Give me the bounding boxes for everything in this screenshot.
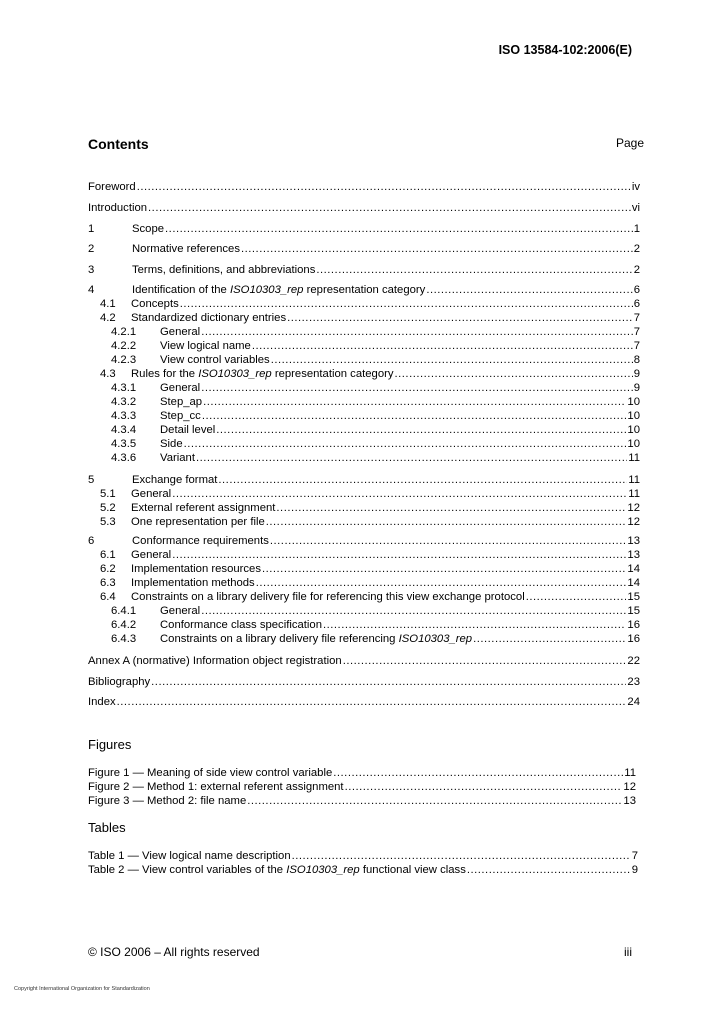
toc-entry[interactable] <box>88 367 640 381</box>
toc-entry-number: 4.3.6 <box>111 452 137 464</box>
dot-leader <box>218 473 627 487</box>
toc-entry-page: 13 <box>623 795 636 807</box>
toc-entry[interactable] <box>88 604 640 618</box>
toc-entry-title: Normative references <box>132 243 240 255</box>
dot-leader <box>201 604 626 618</box>
title-italic-text: ISO10303_rep <box>198 368 272 380</box>
toc-entry-page: 12 <box>627 516 640 528</box>
toc-entry-title: Figure 2 — Method 1: external referent assignment <box>88 781 344 793</box>
tables-heading: Tables <box>88 820 126 835</box>
toc-entry[interactable] <box>88 632 640 646</box>
toc-entry-page: 12 <box>627 502 640 514</box>
toc-entry-title: Terms, definitions, and abbreviations <box>132 264 316 276</box>
toc-entry[interactable] <box>88 780 636 794</box>
toc-entry-number: 4.2.3 <box>111 354 137 366</box>
toc-entry[interactable] <box>88 849 638 863</box>
dot-leader <box>345 780 623 794</box>
toc-entry[interactable] <box>88 487 640 501</box>
toc-entry-page: 2 <box>633 243 640 255</box>
dot-leader <box>256 576 627 590</box>
dot-leader <box>292 849 631 863</box>
toc-entry-page: 7 <box>633 312 640 324</box>
toc-entry-number: 6.2 <box>100 563 116 575</box>
title-text-suffix: representation category <box>271 368 394 380</box>
toc-entry[interactable] <box>88 263 640 277</box>
dot-leader <box>137 180 631 194</box>
title-text-suffix: functional view class <box>359 864 466 876</box>
toc-entry[interactable] <box>88 618 640 632</box>
toc-entry-title <box>160 632 472 646</box>
toc-entry-number: 4.3.4 <box>111 424 137 436</box>
toc-entry-title: One representation per file <box>131 516 265 528</box>
toc-entry-page: 12 <box>623 781 636 793</box>
toc-entry-page: 9 <box>633 382 640 394</box>
toc-entry[interactable] <box>88 863 638 877</box>
toc-entry-title <box>88 849 291 863</box>
toc-entry-number: 6.4.2 <box>111 619 137 631</box>
dot-leader <box>270 534 627 548</box>
dot-leader <box>172 548 626 562</box>
title-text: Table 1 — View logical name description <box>88 850 291 862</box>
toc-entry-title: Index <box>88 696 116 708</box>
toc-entry-title: Conformance requirements <box>132 535 269 547</box>
dot-leader <box>172 487 627 501</box>
toc-entry-number: 4.3 <box>100 368 116 380</box>
toc-entry-title: Scope <box>132 223 165 235</box>
title-text-suffix: representation category <box>303 284 426 296</box>
toc-entry[interactable] <box>88 654 640 668</box>
toc-entry-title: Side <box>160 438 183 450</box>
title-text: Table 2 — View control variables of the <box>88 864 287 876</box>
toc-entry[interactable] <box>88 451 640 465</box>
dot-leader <box>426 283 632 297</box>
toc-entry-page: 7 <box>633 340 640 352</box>
title-text: Constraints on a library delivery file referencing <box>160 633 399 645</box>
toc-entry-number: 4.2.1 <box>111 326 137 338</box>
toc-entry[interactable] <box>88 409 640 423</box>
toc-entry-title: Conformance class specification <box>160 619 322 631</box>
toc-entry-page: iv <box>631 181 640 193</box>
toc-entry-page: 15 <box>627 605 640 617</box>
license-notice: Copyright International Organization for Standardization <box>14 986 150 992</box>
toc-entry[interactable] <box>88 297 640 311</box>
toc-entry-title: General <box>131 488 172 500</box>
toc-entry-title: General <box>131 549 172 561</box>
toc-entry-page: 10 <box>627 438 640 450</box>
toc-entry-number: 1 <box>88 223 95 235</box>
footer-page-number: iii <box>624 945 632 959</box>
dot-leader <box>216 423 626 437</box>
toc-entry[interactable] <box>88 381 640 395</box>
title-italic-text: ISO10303_rep <box>229 284 304 296</box>
toc-entry-page: 13 <box>627 535 640 547</box>
toc-entry-number: 5.2 <box>100 502 116 514</box>
toc-entry-page: 16 <box>627 633 640 645</box>
toc-entry-title: General <box>160 326 201 338</box>
dot-leader <box>165 222 633 236</box>
toc-entry[interactable] <box>88 395 640 409</box>
dot-leader <box>203 395 626 409</box>
toc-entry-page: 16 <box>627 619 640 631</box>
toc-entry[interactable] <box>88 437 640 451</box>
toc-entry-title: Constraints on a library delivery file for referencing this view exchange protocol <box>131 591 525 603</box>
title-text: Identification of the <box>132 284 230 296</box>
dot-leader <box>148 201 631 215</box>
dot-leader <box>271 353 633 367</box>
toc-entry-number: 4 <box>88 284 95 296</box>
toc-entry-title: Variant <box>160 452 195 464</box>
title-italic-text: ISO10303_rep <box>398 633 473 645</box>
toc-entry-title: Figure 1 — Meaning of side view control variable <box>88 767 333 779</box>
toc-entry-number: 6.4.3 <box>111 633 137 645</box>
toc-entry-number: 4.3.3 <box>111 410 137 422</box>
dot-leader <box>526 590 627 604</box>
toc-entry-page: 2 <box>633 264 640 276</box>
toc-entry[interactable] <box>88 766 636 780</box>
footer-copyright: © ISO 2006 – All rights reserved <box>88 945 260 959</box>
toc-entry-title: Step_cc <box>160 410 201 422</box>
toc-entry-title: Exchange format <box>132 474 218 486</box>
toc-entry-title: Figure 3 — Method 2: file name <box>88 795 247 807</box>
toc-entry[interactable] <box>88 675 640 689</box>
toc-entry-title <box>132 283 425 297</box>
toc-entry[interactable] <box>88 576 640 590</box>
toc-entry-number: 6.4 <box>100 591 116 603</box>
dot-leader <box>151 675 626 689</box>
toc-entry-page: 11 <box>624 767 636 779</box>
figures-heading: Figures <box>88 737 132 752</box>
toc-entry-title: Detail level <box>160 424 216 436</box>
toc-entry-page: 10 <box>627 396 640 408</box>
toc-entry[interactable] <box>88 353 640 367</box>
dot-leader <box>196 451 627 465</box>
toc-entry-number: 6.4.1 <box>111 605 137 617</box>
toc-entry[interactable] <box>88 534 640 548</box>
toc-entry-title: Annex A (normative) Information object registration <box>88 655 342 667</box>
toc-entry-title <box>88 863 466 877</box>
contents-title: Contents <box>88 136 149 152</box>
toc-entry-number: 6.3 <box>100 577 116 589</box>
toc-entry-page: 9 <box>633 368 640 380</box>
dot-leader <box>473 632 626 646</box>
toc-entry-number: 4.2 <box>100 312 116 324</box>
toc-entry-title: Concepts <box>131 298 179 310</box>
toc-entry-title: View control variables <box>160 354 270 366</box>
toc-entry-title: General <box>160 382 201 394</box>
toc-entry-number: 4.3.2 <box>111 396 137 408</box>
dot-leader <box>201 381 633 395</box>
toc-entry-page: 10 <box>627 424 640 436</box>
toc-entry-page: vi <box>631 202 640 214</box>
toc-entry-number: 2 <box>88 243 95 255</box>
toc-entry-title: Foreword <box>88 181 136 193</box>
toc-entry-page: 6 <box>633 284 640 296</box>
toc-entry-page: 11 <box>628 452 640 464</box>
toc-entry-title: Standardized dictionary entries <box>131 312 287 324</box>
dot-leader <box>316 263 632 277</box>
dot-leader <box>201 325 633 339</box>
toc-entry-title: Bibliography <box>88 676 151 688</box>
toc-entry-page: 11 <box>628 474 640 486</box>
dot-leader <box>202 409 627 423</box>
dot-leader <box>184 437 627 451</box>
title-italic-text: ISO10303_rep <box>286 864 360 876</box>
toc-entry[interactable] <box>88 794 636 808</box>
dot-leader <box>323 618 626 632</box>
toc-entry[interactable] <box>88 339 640 353</box>
toc-entry-title: Introduction <box>88 202 148 214</box>
toc-entry-title: Implementation resources <box>131 563 261 575</box>
toc-entry-page: 10 <box>627 410 640 422</box>
toc-entry-page: 14 <box>627 577 640 589</box>
toc-entry-page: 1 <box>633 223 640 235</box>
toc-entry[interactable] <box>88 590 640 604</box>
toc-entry-page: 8 <box>633 354 640 366</box>
toc-entry-number: 5.1 <box>100 488 116 500</box>
toc-entry[interactable] <box>88 548 640 562</box>
toc-entry[interactable] <box>88 311 640 325</box>
dot-leader <box>252 339 633 353</box>
toc-entry-number: 6 <box>88 535 95 547</box>
toc-entry[interactable] <box>88 325 640 339</box>
toc-entry-number: 5 <box>88 474 95 486</box>
dot-leader <box>333 766 623 780</box>
toc-entry-page: 11 <box>628 488 640 500</box>
toc-entry-number: 4.3.1 <box>111 382 137 394</box>
dot-leader <box>247 794 622 808</box>
dot-leader <box>180 297 633 311</box>
dot-leader <box>262 562 626 576</box>
toc-entry-title: Implementation methods <box>131 577 255 589</box>
toc-entry[interactable] <box>88 515 640 529</box>
toc-entry-page: 13 <box>627 549 640 561</box>
toc-entry-title: Step_ap <box>160 396 203 408</box>
toc-entry-number: 4.1 <box>100 298 116 310</box>
toc-entry[interactable] <box>88 695 640 709</box>
toc-entry[interactable] <box>88 283 640 297</box>
dot-leader <box>276 501 626 515</box>
toc-entry-number: 3 <box>88 264 95 276</box>
toc-entry-title: External referent assignment <box>131 502 276 514</box>
toc-entry-page: 24 <box>627 696 640 708</box>
toc-entry-page: 22 <box>627 655 640 667</box>
dot-leader <box>467 863 631 877</box>
dot-leader <box>343 654 627 668</box>
toc-entry-title: View logical name <box>160 340 251 352</box>
toc-entry[interactable] <box>88 473 640 487</box>
dot-leader <box>266 515 627 529</box>
toc-entry[interactable] <box>88 562 640 576</box>
toc-entry-number: 5.3 <box>100 516 116 528</box>
toc-entry[interactable] <box>88 423 640 437</box>
toc-entry-page: 7 <box>633 326 640 338</box>
dot-leader <box>117 695 627 709</box>
toc-entry-number: 4.3.5 <box>111 438 137 450</box>
toc-entry[interactable] <box>88 501 640 515</box>
toc-entry[interactable] <box>88 242 640 256</box>
toc-entry-page: 9 <box>631 864 638 876</box>
toc-entry-title: General <box>160 605 201 617</box>
dot-leader <box>395 367 633 381</box>
toc-entry[interactable] <box>88 222 640 236</box>
toc-entry-page: 23 <box>627 676 640 688</box>
toc-entry[interactable] <box>88 180 640 194</box>
toc-entry-page: 6 <box>633 298 640 310</box>
toc-entry-number: 4.2.2 <box>111 340 137 352</box>
toc-entry-title <box>131 367 394 381</box>
title-text: Rules for the <box>131 368 199 380</box>
toc-entry[interactable] <box>88 201 640 215</box>
toc-entry-page: 7 <box>631 850 638 862</box>
dot-leader <box>287 311 633 325</box>
page-column-label: Page <box>615 136 644 150</box>
toc-entry-page: 15 <box>627 591 640 603</box>
standard-identifier: ISO 13584-102:2006(E) <box>498 43 632 57</box>
toc-entry-page: 14 <box>627 563 640 575</box>
dot-leader <box>241 242 633 256</box>
toc-entry-number: 6.1 <box>100 549 116 561</box>
